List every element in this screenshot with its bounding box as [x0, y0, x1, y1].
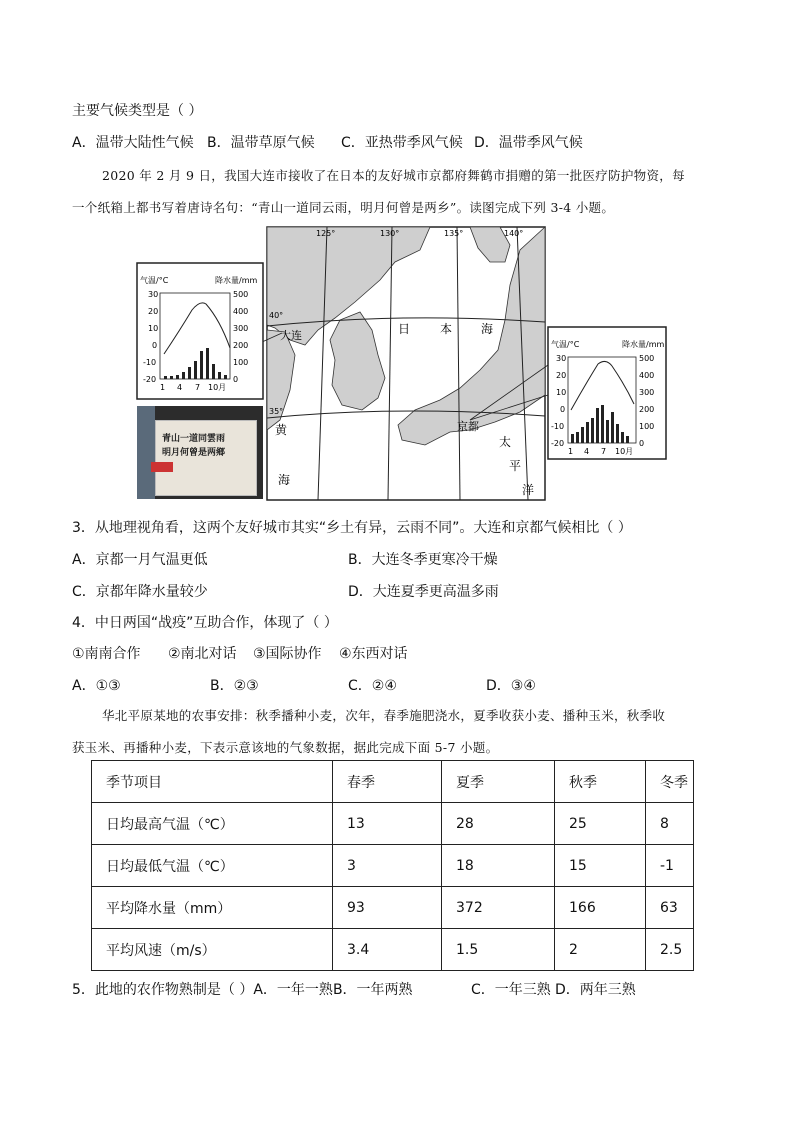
- lon-label-130: 130°: [380, 229, 400, 238]
- kyoto-precip-bar: [581, 427, 584, 443]
- table-cell: 平均降水量（mm）: [92, 887, 333, 929]
- dalian-month-tick: 1: [160, 383, 166, 392]
- lat-label-35: 35°: [269, 407, 284, 416]
- dalian-precip-bar: [224, 375, 227, 379]
- dalian-precip-tick: 400: [233, 307, 249, 316]
- dalian-precip-bar: [164, 376, 167, 379]
- weather-data-table: [91, 760, 694, 971]
- table-cell: 13: [333, 803, 442, 845]
- map-label-kyoto: 京都: [457, 420, 479, 433]
- intro2-line1: 华北平原某地的农事安排：秋季播种小麦，次年，春季施肥浇水，夏季收获小麦、播种玉米，秋季收: [102, 708, 666, 723]
- q4-option-c[interactable]: C．②④: [348, 678, 397, 694]
- table-header-cell: 春季: [333, 761, 442, 803]
- map-label-japan-sea-1: 日: [398, 322, 411, 336]
- table-cell: 1.5: [442, 929, 555, 971]
- table-row: [92, 929, 694, 971]
- q5-option-b[interactable]: B．一年两熟: [332, 982, 413, 998]
- table-cell: 2.5: [646, 929, 694, 971]
- dalian-month-tick: 4: [177, 383, 183, 392]
- table-cell: 15: [555, 845, 646, 887]
- table-cell: 372: [442, 887, 555, 929]
- dalian-precip-bar: [218, 372, 221, 379]
- q4-item-2: ②南北对话: [168, 646, 237, 662]
- kyoto-temp-label: 气温/°C: [551, 340, 580, 349]
- q4-stem: 4．中日两国“战疫”互助合作，体现了（ ）: [72, 615, 338, 631]
- dalian-precip-bar: [212, 364, 215, 379]
- kyoto-precip-bar: [621, 432, 624, 443]
- table-cell: 2: [555, 929, 646, 971]
- kyoto-month-tick: 4: [584, 447, 590, 456]
- q3-options-row1: [72, 549, 498, 569]
- q3-options-row2: [72, 581, 499, 601]
- lat-label-40: 40°: [269, 311, 284, 320]
- map-label-pacific-3: 洋: [522, 483, 535, 497]
- map-label-japan-sea-3: 海: [481, 322, 494, 336]
- map-label-dalian: 大连: [280, 329, 302, 342]
- q4-option-d[interactable]: D．③④: [486, 678, 536, 694]
- dalian-temp-tick: -10: [143, 358, 157, 367]
- kyoto-precip-bar: [626, 436, 629, 443]
- table-cell: 日均最低气温（℃）: [92, 845, 333, 887]
- table-row: [92, 887, 694, 929]
- kyoto-precip-bar: [611, 412, 614, 443]
- table-header-cell: 秋季: [555, 761, 646, 803]
- dalian-precip-bar: [194, 361, 197, 379]
- dalian-precip-bar: [176, 375, 179, 379]
- q2-option-c[interactable]: C．亚热带季风气候: [341, 135, 463, 151]
- dalian-precip-tick: 300: [233, 324, 249, 333]
- q4-item-4: ④东西对话: [339, 646, 408, 662]
- map-label-pacific-1: 太: [499, 435, 512, 449]
- kyoto-precip-tick: 500: [639, 354, 655, 363]
- dalian-month-tick: 10月: [208, 383, 227, 392]
- kyoto-precip-bar: [606, 420, 609, 443]
- intro2-line2: 获玉米、再播种小麦，下表示意该地的气象数据，据此完成下面 5-7 小题。: [72, 740, 499, 755]
- q2-option-d[interactable]: D．温带季风气候: [474, 135, 583, 151]
- climate-chart-kyoto: [548, 327, 666, 459]
- q2-option-a[interactable]: A．温带大陆性气候: [72, 135, 194, 151]
- table-header-cell: 冬季: [646, 761, 694, 803]
- kyoto-temp-tick: 30: [556, 354, 567, 363]
- lon-label-135: 135°: [444, 229, 464, 238]
- photo-poem-line1: 青山一道同雲雨: [162, 434, 226, 444]
- table-cell: -1: [646, 845, 694, 887]
- table-row: [92, 803, 694, 845]
- table-row: [92, 845, 694, 887]
- table-cell: 3: [333, 845, 442, 887]
- table-header-cell: 夏季: [442, 761, 555, 803]
- kyoto-precip-tick: 0: [639, 439, 645, 448]
- dalian-temp-tick: 30: [148, 290, 159, 299]
- kyoto-precip-label: 降水量/mm: [622, 340, 665, 349]
- table-cell: 日均最高气温（℃）: [92, 803, 333, 845]
- donation-box-photo: [137, 406, 263, 499]
- table-cell: 25: [555, 803, 646, 845]
- q2-option-b[interactable]: B．温带草原气候: [207, 135, 315, 151]
- table-header-cell: 季节项目: [92, 761, 333, 803]
- q3-option-d[interactable]: D．大连夏季更高温多雨: [348, 584, 499, 600]
- intro1-line1: 2020 年 2 月 9 日，我国大连市接收了在日本的友好城市京都府舞鹤市捐赠的第一批医疗防护物资，每: [102, 168, 685, 183]
- photo-carton: [155, 420, 257, 496]
- table-cell: 18: [442, 845, 555, 887]
- photo-background-strip: [137, 406, 155, 499]
- q4-option-a[interactable]: A．①③: [72, 678, 121, 694]
- table-cell: 8: [646, 803, 694, 845]
- map-label-yellow-sea-1: 黄: [275, 423, 288, 437]
- kyoto-month-tick: 10月: [615, 447, 634, 456]
- dalian-temp-tick: 20: [148, 307, 159, 316]
- photo-red-label: [151, 462, 173, 472]
- table-cell: 166: [555, 887, 646, 929]
- table-cell: 28: [442, 803, 555, 845]
- dalian-month-tick: 7: [195, 383, 201, 392]
- dalian-precip-tick: 0: [233, 375, 239, 384]
- table-cell: 93: [333, 887, 442, 929]
- dalian-temp-label: 气温/°C: [140, 276, 169, 285]
- kyoto-month-tick: 7: [601, 447, 607, 456]
- table-cell: 63: [646, 887, 694, 929]
- dalian-precip-tick: 100: [233, 358, 249, 367]
- photo-poem-line2: 明月何曾是两鄉: [162, 448, 226, 458]
- q3-option-c[interactable]: C．京都年降水量较少: [72, 584, 208, 600]
- kyoto-precip-bar: [601, 405, 604, 443]
- q5-option-d[interactable]: D．两年三熟: [554, 982, 636, 998]
- lon-label-140: 140°: [504, 229, 524, 238]
- table-cell: 3.4: [333, 929, 442, 971]
- lon-label-125: 125°: [316, 229, 336, 238]
- q5-stem: 5．此地的农作物熟制是（ ）: [72, 982, 254, 998]
- q4-item-1: ①南南合作: [72, 646, 141, 662]
- kyoto-month-tick: 1: [568, 447, 574, 456]
- kyoto-temp-tick: 0: [560, 405, 566, 414]
- dalian-precip-tick: 200: [233, 341, 249, 350]
- dalian-precip-bar: [200, 351, 203, 379]
- map-label-yellow-sea-2: 海: [278, 473, 291, 487]
- q3-option-b[interactable]: B．大连冬季更寒冷干燥: [348, 552, 498, 568]
- dalian-precip-label: 降水量/mm: [215, 276, 258, 285]
- dalian-precip-bar: [206, 348, 209, 379]
- q5-option-c[interactable]: C．一年三熟: [470, 982, 551, 998]
- dalian-precip-bar: [188, 367, 191, 379]
- q5-row: [72, 979, 636, 999]
- q4-items: [72, 643, 408, 663]
- table-cell: 平均风速（m/s）: [92, 929, 333, 971]
- kyoto-precip-bar: [576, 432, 579, 443]
- kyoto-precip-bar: [596, 408, 599, 443]
- dalian-temp-tick: 0: [152, 341, 158, 350]
- q3-stem: 3．从地理视角看，这两个友好城市其实“乡土有异，云雨不同”。大连和京都气候相比（ ）: [72, 520, 632, 536]
- dalian-temp-tick: 10: [148, 324, 159, 333]
- kyoto-precip-tick: 300: [639, 388, 655, 397]
- dalian-temp-tick: -20: [143, 375, 157, 384]
- intro1-line2: 一个纸箱上都书写着唐诗名句：“青山一道同云雨，明月何曾是两乡”。读图完成下列 3-4 小题。: [72, 200, 615, 215]
- map-label-japan-sea-2: 本: [440, 322, 453, 336]
- dalian-precip-tick: 500: [233, 290, 249, 299]
- q4-option-b[interactable]: B．②③: [210, 678, 259, 694]
- climate-chart-dalian: [137, 263, 263, 399]
- dalian-precip-bar: [170, 376, 173, 379]
- kyoto-precip-bar: [591, 418, 594, 443]
- q2-stem: 主要气候类型是（ ）: [72, 103, 203, 119]
- kyoto-precip-bar: [571, 434, 574, 443]
- q3-option-a[interactable]: A．京都一月气温更低: [72, 552, 208, 568]
- table-header-row: [92, 761, 694, 803]
- kyoto-temp-tick: -10: [551, 422, 565, 431]
- kyoto-precip-tick: 200: [639, 405, 655, 414]
- kyoto-precip-bar: [616, 424, 619, 443]
- q4-options: [72, 675, 536, 695]
- kyoto-temp-tick: 10: [556, 388, 567, 397]
- dalian-precip-bar: [182, 372, 185, 379]
- kyoto-precip-bar: [586, 422, 589, 443]
- map-label-pacific-2: 平: [509, 459, 522, 473]
- kyoto-precip-tick: 400: [639, 371, 655, 380]
- kyoto-precip-tick: 100: [639, 422, 655, 431]
- q5-option-a[interactable]: A．一年一熟: [253, 982, 333, 998]
- kyoto-temp-tick: -20: [551, 439, 565, 448]
- q4-item-3: ③国际协作: [253, 646, 322, 662]
- kyoto-temp-tick: 20: [556, 371, 567, 380]
